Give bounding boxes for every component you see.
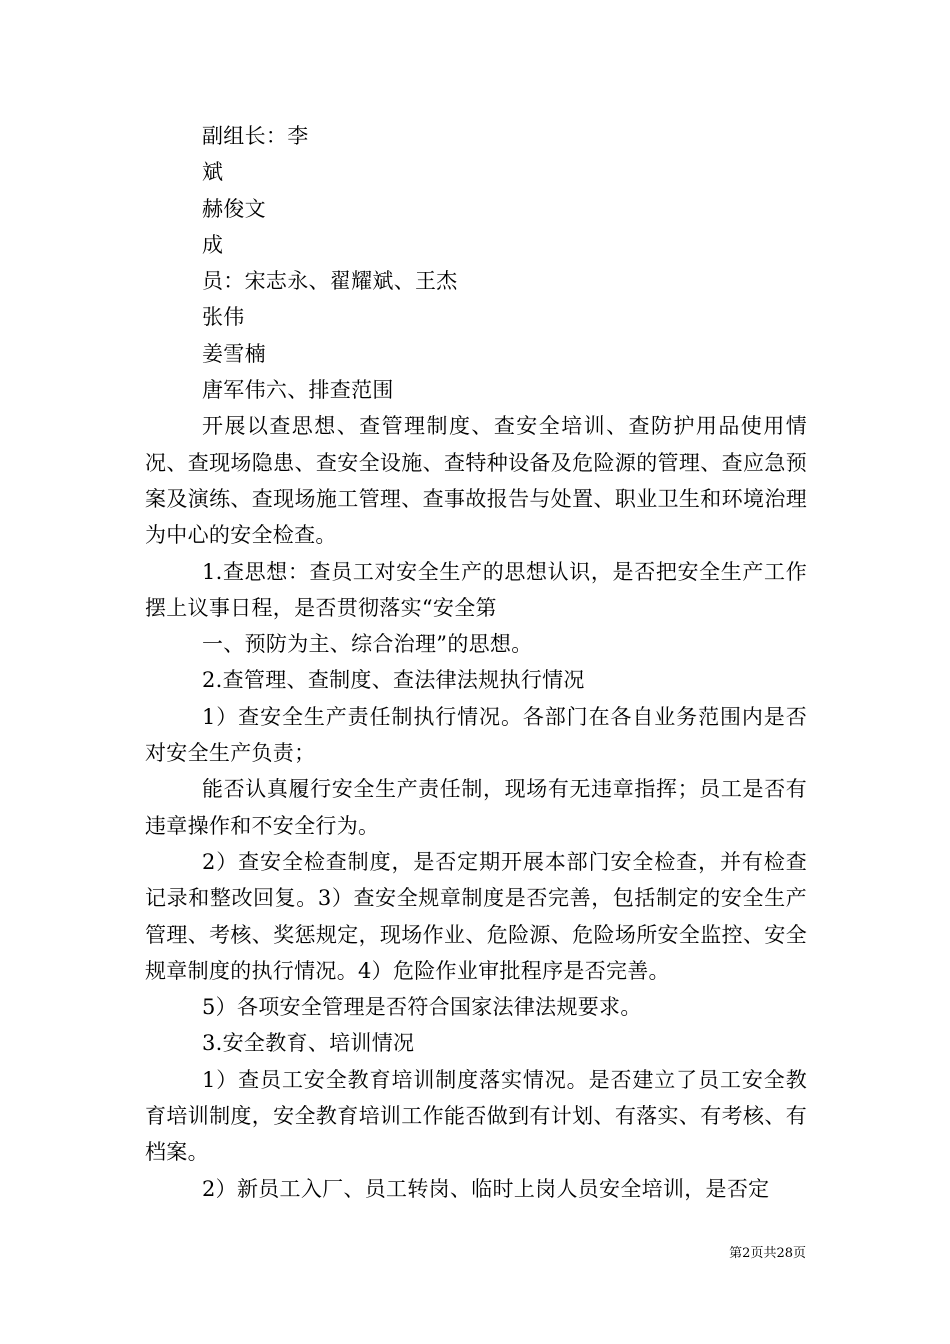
text-line: 姜雪楠: [202, 341, 266, 366]
text-line: 副组长：李: [202, 124, 309, 148]
paragraph: 1.查思想：查员工对安全生产的思想认识，是否把安全生产工作摆上议事日程，是否贯彻落实“安全第: [145, 559, 807, 620]
paragraph: 1）查员工安全教育培训制度落实情况。是否建立了员工安全教育培训制度，安全教育培训工作能否做到有计划、有落实、有考核、有档案。: [145, 1067, 807, 1165]
text-line: 赫俊文: [202, 196, 266, 221]
paragraph: 1）查安全生产责任制执行情况。各部门在各自业务范围内是否对安全生产负责；: [145, 704, 807, 766]
document-body: [145, 118, 807, 1207]
text-line: 员：宋志永、翟耀斌、王杰: [202, 269, 458, 294]
text-line: 成: [202, 232, 224, 257]
paragraph: 能否认真履行安全生产责任制，现场有无违章指挥；员工是否有违章操作和不安全行为。: [145, 777, 807, 838]
paragraph: 一、预防为主、综合治理”的思想。: [202, 632, 533, 657]
text-line: 张伟: [202, 305, 245, 330]
paragraph: 2）新员工入厂、员工转岗、临时上岗人员安全培训，是否定: [202, 1176, 770, 1201]
paragraph: 开展以查思想、查管理制度、查安全培训、查防护用品使用情况、查现场隐患、查安全设施、查特种设备及危险源的管理、查应急预案及演练、查现场施工管理、查事故报告与处置、职业卫生和环境治理为中心的安全检查。: [145, 414, 807, 548]
text-line: 唐军伟六、排查范围: [202, 378, 394, 403]
paragraph: 5）各项安全管理是否符合国家法律法规要求。: [202, 995, 642, 1020]
paragraph: 3.安全教育、培训情况: [202, 1031, 415, 1056]
paragraph: 2）查安全检查制度，是否定期开展本部门安全检查，并有检查记录和整改回复。3）查安全规章制度是否完善，包括制定的安全生产管理、考核、奖惩规定，现场作业、危险源、危险场所安全监控、安全规章制度的执行情况。4）危险作业审批程序是否完善。: [145, 849, 807, 983]
paragraph: 2.查管理、查制度、查法律法规执行情况: [202, 668, 585, 693]
text-line: 斌: [202, 160, 224, 185]
page-number: 第2页共28页: [729, 1246, 806, 1261]
